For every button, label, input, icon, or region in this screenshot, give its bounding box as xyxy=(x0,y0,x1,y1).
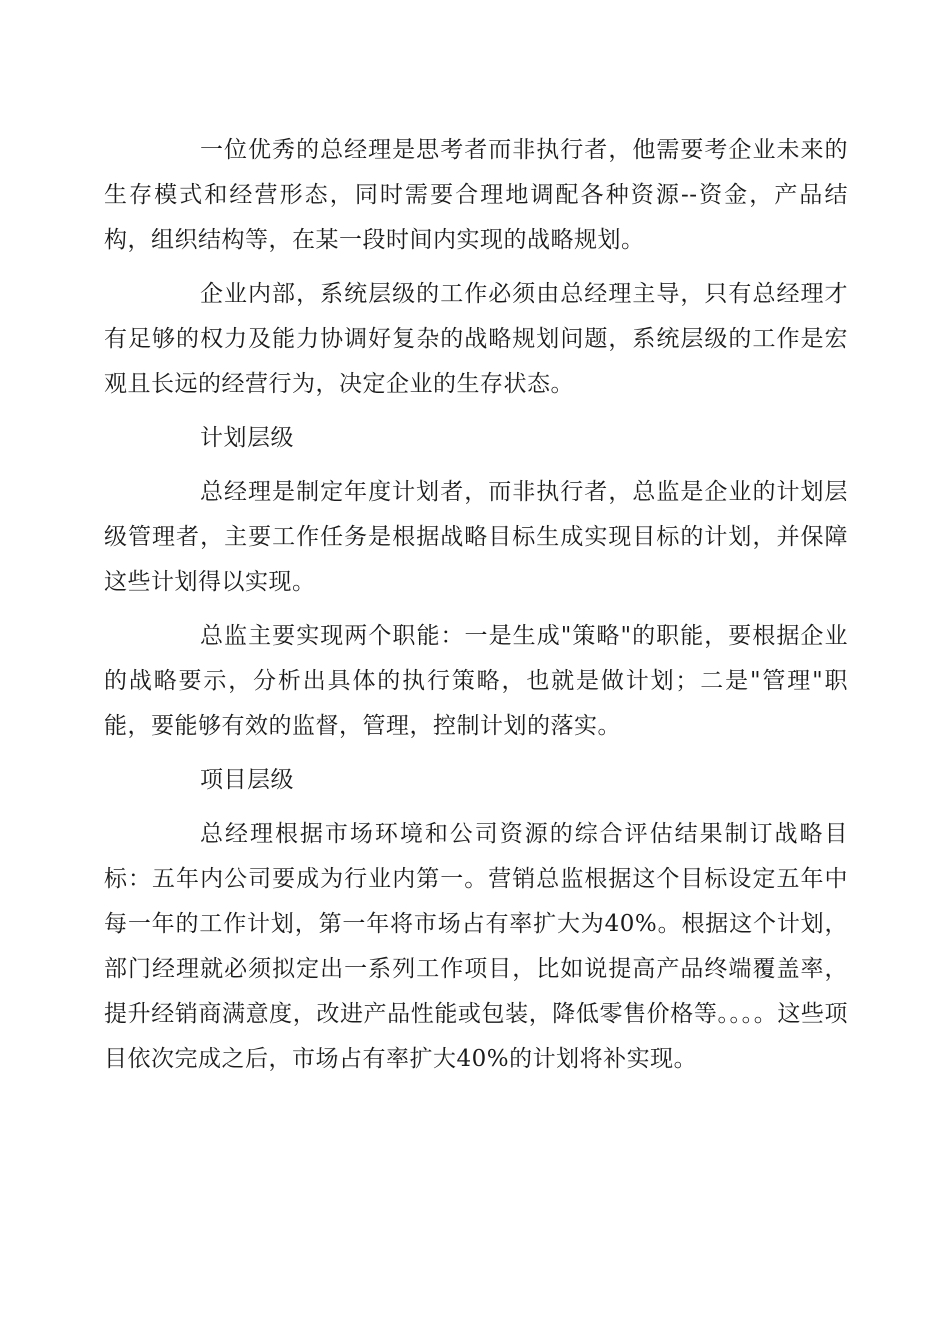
heading-plan-level: 计划层级 xyxy=(200,425,294,451)
paragraph-director-functions: 总监主要实现两个职能：一是生成"策略"的职能，要根据企业的战略要示，分析出具体的执行策略，也就是做计划；二是"管理"职能，要能够有效的监督，管理，控制计划的落实。 xyxy=(104,623,848,739)
paragraph-strategy-thinker: 一位优秀的总经理是思考者而非执行者，他需要考企业未来的生存模式和经营形态，同时需要合理地调配各种资源--资金，产品结构，组织结构等，在某一段时间内实现的战略规划。 xyxy=(104,137,848,253)
paragraph-plan-maker: 总经理是制定年度计划者，而非执行者，总监是企业的计划层级管理者，主要工作任务是根据战略目标生成实现目标的计划，并保障这些计划得以实现。 xyxy=(104,479,848,595)
paragraph-project-example: 总经理根据市场环境和公司资源的综合评估结果制订战略目标：五年内公司要成为行业内第一。营销总监根据这个目标设定五年中每一年的工作计划，第一年将市场占有率扩大为40%。根据这个计划，部门经理就必须拟定出一系列工作项目，比如说提高产品终端覆盖率，提升经销商满意度，改进产品性能或包装，降低零售价格等。。。。这些项目依次完成之后，市场占有率扩大40%的计划将补实现。 xyxy=(104,821,848,1072)
heading-project-level: 项目层级 xyxy=(200,767,294,793)
document-body xyxy=(104,128,848,1091)
paragraph-system-level: 企业内部，系统层级的工作必须由总经理主导，只有总经理才有足够的权力及能力协调好复杂的战略规划问题，系统层级的工作是宏观且长远的经营行为，决定企业的生存状态。 xyxy=(104,281,848,397)
